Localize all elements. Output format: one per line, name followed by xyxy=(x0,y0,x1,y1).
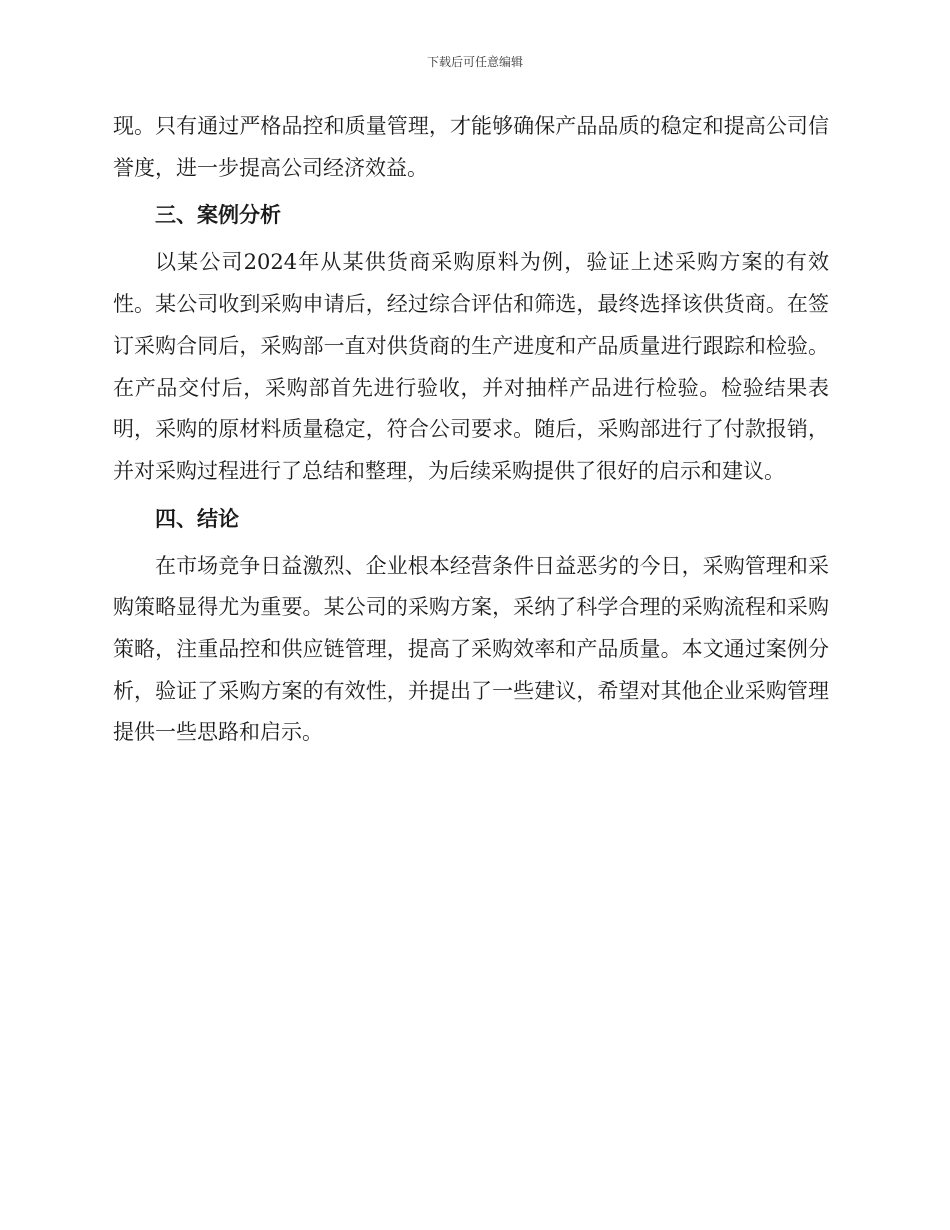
section-heading-conclusion: 四、结论 xyxy=(155,506,239,531)
page-header: 下载后可任意编辑 xyxy=(426,55,523,69)
paragraph-conclusion: 在市场竞争日益激烈、企业根本经营条件日益恶劣的今日，采购管理和采购策略显得尤为重要。某公司的采购方案，采纳了科学合理的采购流程和采购策略，注重品控和供应链管理，提高了采购效率和产品质量。本文通过案例分析，验证了采购方案的有效性，并提出了一些建议，希望对其他企业采购管理提供一些思路和启示。 xyxy=(113,553,829,745)
section-heading-case-analysis: 三、案例分析 xyxy=(155,203,281,228)
paragraph-continued: 现。只有通过严格品控和质量管理，才能够确保产品品质的稳定和提高公司信誉度，进一步提高公司经济效益。 xyxy=(113,114,829,180)
document-body xyxy=(113,106,829,754)
paragraph-case-analysis: 以某公司2024年从某供货商采购原料为例，验证上述采购方案的有效性。某公司收到采购申请后，经过综合评估和筛选，最终选择该供货商。在签订采购合同后，采购部一直对供货商的生产进度和产品质量进行跟踪和检验。在产品交付后，采购部首先进行验收，并对抽样产品进行检验。检验结果表明，采购的原材料质量稳定，符合公司要求。随后，采购部进行了付款报销，并对采购过程进行了总结和整理，为后续采购提供了很好的启示和建议。 xyxy=(113,250,829,483)
